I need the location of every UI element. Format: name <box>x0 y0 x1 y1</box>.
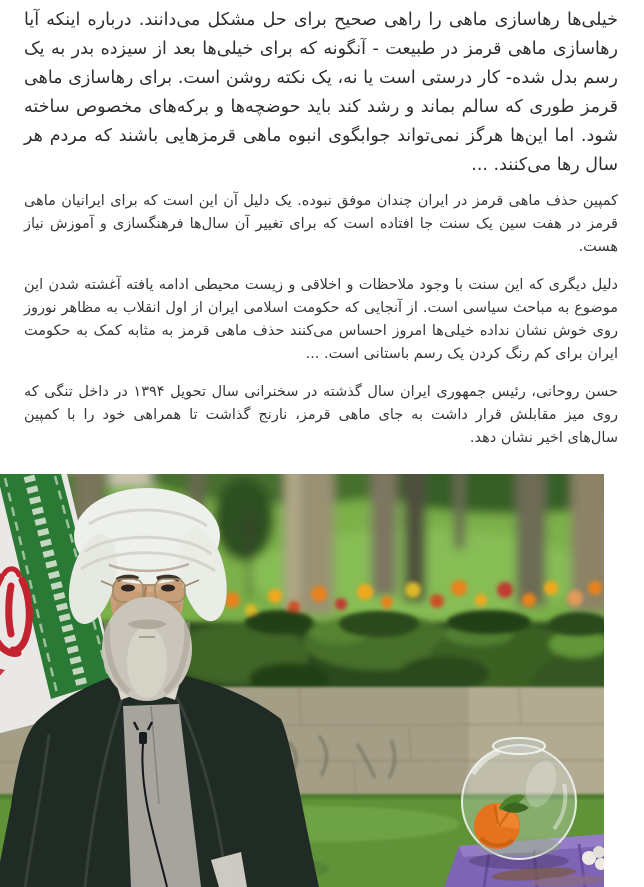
article-paragraph: دلیل دیگری که این سنت با وجود ملاحظات و اخلاقی و زیست محیطی ادامه یافته آغشته شدن این موضوع به مباحث سیاسی است. از آنجایی که حکومت اسلامی ایران از اول انقلاب به مظاهر نوروز روی خوش نشان نداده خیلی‌ها امروز احساس می‌کنند حذف ماهی قرمز به مثابه کمک به حکومت ایران برای کم رنگ کردن یک رسم باستانی است. ... <box>24 277 618 362</box>
article-paragraph: حسن روحانی، رئیس جمهوری ایران سال گذشته در سخنرانی سال تحویل ۱۳۹۴ در داخل تنگی که روی میز مقابلش قرار داشت به جای ماهی قرمز، نارنج گذاشت تا همراهی خود را با کمپین سال‌های اخیر نشان دهد. <box>24 384 618 446</box>
eyes <box>121 585 135 592</box>
article-paragraph: کمپین حذف ماهی قرمز در ایران چندان موفق نبوده. یک دلیل آن این است که برای ایرانیان ماهی قرمز در هفت سین یک سنت جا افتاده است که برای تغییر آن سال‌ها فرهنگسازی و آموزش نیاز هست. <box>24 193 618 255</box>
beard <box>102 597 192 701</box>
article-paragraph-lead: خیلی‌ها رهاسازی ماهی را راهی صحیح برای حل مشکل می‌دانند. درباره اینکه آیا رهاسازی ماهی قرمز در طبیعت - آنگونه که برای خیلی‌ها بعد از سیزده بدر به یک رسم بدل شده- کار درستی است یا نه، یک نکته روشن است. برای رهاسازی ماهی قرمز طوری که سالم بماند و رشد کند باید حوضچه‌ها و برکه‌های مخصوص ساخته شود. اما این‌ها هرگز نمی‌تواند جوابگوی انبوه ماهی قرمزهایی باشند که مردم هر سال رها می‌کنند. ... <box>24 10 618 175</box>
rouhani-photo-illustration <box>0 474 604 887</box>
rouhani-photo <box>0 474 604 887</box>
